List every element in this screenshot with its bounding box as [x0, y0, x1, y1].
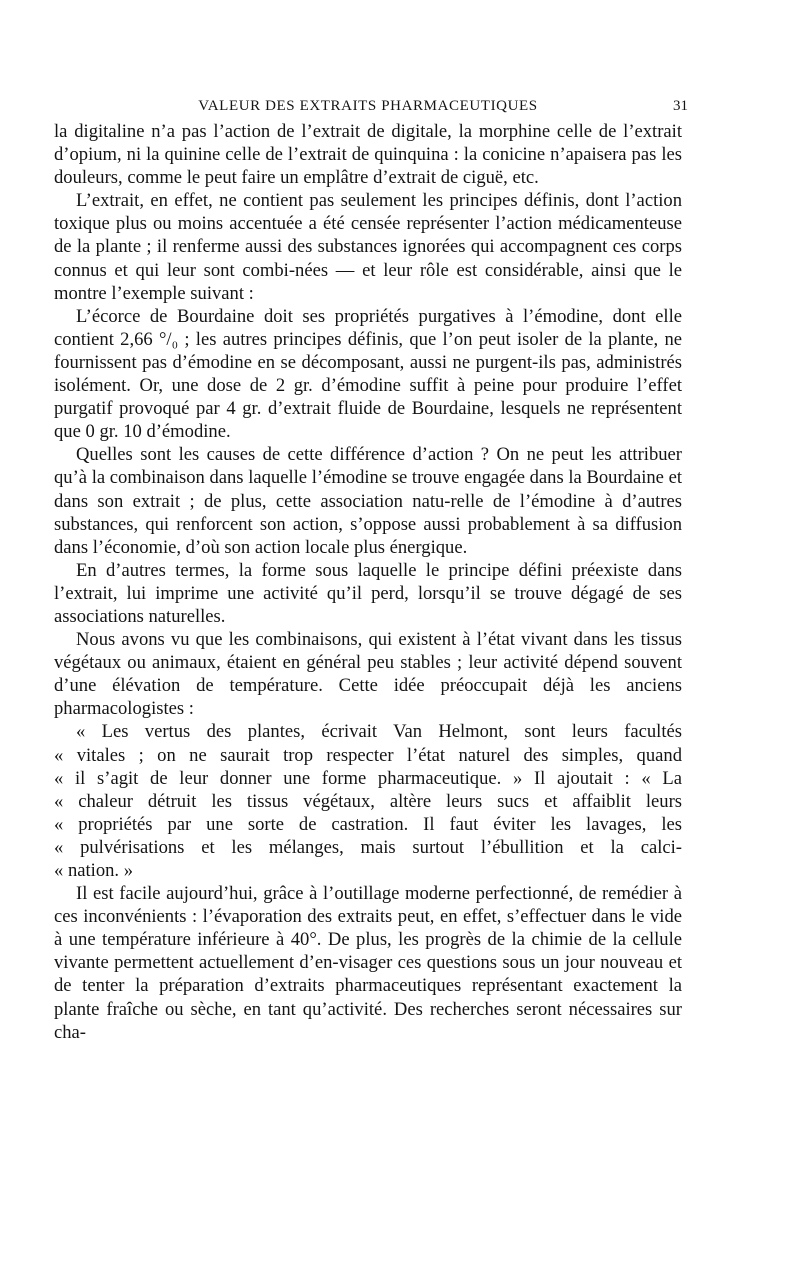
quote-line: « chaleur détruit les tissus végétaux, altère leurs sucs et affaiblit leurs: [54, 790, 682, 812]
page-body: [54, 120, 682, 1044]
paragraph-2: L’extrait, en effet, ne contient pas seulement les principes définis, dont l’action toxique plus ou moins accentuée a été censée représenter l’action médicamenteuse de la plante ; il renferme aussi des substances ignorées qui accompagnent ces corps connus et qui leur sont combi-nées — et leur rôle est considérable, ainsi que le montre l’exemple suivant :: [54, 190, 682, 304]
page-number: 31: [673, 98, 688, 114]
paragraph-1: la digitaline n’a pas l’action de l’extrait de digitale, la morphine celle de l’extrait d’opium, ni la quinine celle de l’extrait de quinquina : la conicine n’apaisera pas les douleurs, comme le peut faire un emplâtre d’extrait de ciguë, etc.: [54, 121, 682, 189]
quote-line: « propriétés par une sorte de castration. Il faut éviter les lavages, les: [54, 813, 682, 835]
paragraph-4: Quelles sont les causes de cette différence d’action ? On ne peut les attribuer qu’à la combinaison dans laquelle l’émodine se trouve engagée dans la Bourdaine et dans son extrait ; de plus, cette association natu-relle de l’émodine à d’autres substances, qui renforcent son action, s’oppose aussi probablement à sa diffusion dans l’économie, d’où son action locale plus énergique.: [54, 444, 682, 558]
quote-line: « il s’agit de leur donner une forme pharmaceutique. » Il ajoutait : « La: [54, 767, 682, 789]
quote-line: « pulvérisations et les mélanges, mais surtout l’ébullition et la calci-: [54, 836, 682, 858]
quote-line: « vitales ; on ne saurait trop respecter l’état naturel des simples, quand: [54, 744, 682, 766]
paragraph-6: Nous avons vu que les combinaisons, qui existent à l’état vivant dans les tissus végétaux ou animaux, étaient en général peu stables ; leur activité dépend souvent d’une élévation de température. Cette idée préoccupait déjà les anciens pharmacologistes :: [54, 629, 682, 720]
running-header: [54, 92, 688, 120]
quote-line: « Les vertus des plantes, écrivait Van Helmont, sont leurs facultés: [76, 721, 682, 743]
paragraph-5: En d’autres termes, la forme sous laquelle le principe défini préexiste dans l’extrait, lui imprime une activité qu’il perd, lorsqu’il se trouve dégagé de ses associations naturelles.: [54, 559, 682, 627]
van-helmont-quote: [54, 720, 682, 882]
running-title: VALEUR DES EXTRAITS PHARMACEUTIQUES: [198, 98, 538, 114]
paragraph-final: Il est facile aujourd’hui, grâce à l’outillage moderne perfectionné, de remédier à ces inconvénients : l’évaporation des extraits peut, en effet, s’effectuer dans le vide à une température inférieure à 40°. De plus, les progrès de la chimie de la cellule vivante permettent actuellement d’en-visager ces questions sous un jour nouveau et de tenter la préparation d’extraits pharmaceutiques représentant exactement la plante fraîche ou sèche, en tant qu’activité. Des recherches seront nécessaires sur cha-: [54, 883, 682, 1043]
book-page: [54, 92, 688, 1044]
quote-line: « nation. »: [54, 860, 134, 881]
paragraph-3: L’écorce de Bourdaine doit ses propriétés purgatives à l’émodine, dont elle contient 2,66 °/₀ ; les autres principes définis, que l’on peut isoler de la plante, ne fournissent pas d’émodine en se décomposant, aussi ne purgent-ils pas, administrés isolément. Or, une dose de 2 gr. d’émodine suffit à peine pour produire l’effet purgatif provoqué par 4 gr. d’extrait fluide de Bourdaine, lesquels ne représentent que 0 gr. 10 d’émodine.: [54, 305, 682, 443]
